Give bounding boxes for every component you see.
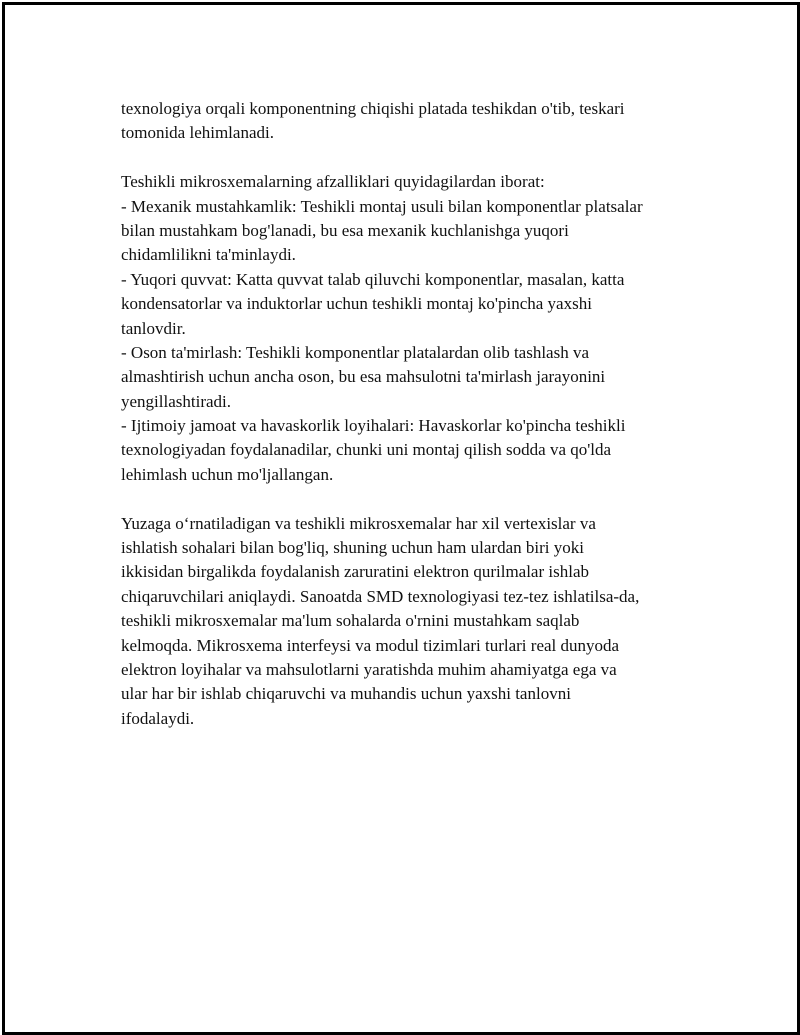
text-line: texnologiyadan foydalanadilar, chunki uni montaj qilish sodda va qo'lda — [121, 440, 612, 460]
document-body — [121, 97, 701, 731]
text-line: tomonida lehimlanadi. — [121, 123, 274, 143]
text-line: - Ijtimoiy jamoat va havaskorlik loyihalari: Havaskorlar ko'pincha teshikli — [121, 416, 626, 436]
text-line: chidamlilikni ta'minlaydi. — [121, 245, 296, 265]
text-line: almashtirish uchun ancha oson, bu esa mahsulotni ta'mirlash jarayonini — [121, 367, 606, 387]
text-line: - Yuqori quvvat: Katta quvvat talab qiluvchi komponentlar, masalan, katta — [121, 269, 625, 289]
text-line: ular har bir ishlab chiqaruvchi va muhandis uchun yaxshi tanlovni — [121, 684, 571, 704]
paragraph-gap — [121, 146, 701, 170]
paragraph-continuation — [121, 97, 701, 146]
text-line: yengillashtiradi. — [121, 391, 232, 411]
text-line: kondensatorlar va induktorlar uchun teshikli montaj ko'pincha yaxshi — [121, 294, 592, 314]
paragraph-gap — [121, 487, 701, 511]
text-line: chiqaruvchilari aniqlaydi. Sanoatda SMD texnologiyasi tez-tez ishlatilsa-da, — [121, 586, 640, 606]
text-line: - Oson ta'mirlash: Teshikli komponentlar platalardan olib tashlash va — [121, 342, 590, 362]
text-line: Teshikli mikrosxemalarning afzalliklari quyidagilardan iborat: — [121, 172, 545, 192]
text-line: ifodalaydi. — [121, 708, 195, 728]
paragraph-conclusion — [121, 512, 701, 732]
text-line: tanlovdir. — [121, 318, 186, 338]
paragraph-advantages — [121, 170, 701, 487]
text-line: teshikli mikrosxemalar ma'lum sohalarda o'rnini mustahkam saqlab — [121, 611, 580, 631]
text-line: texnologiya orqali komponentning chiqishi platada teshikdan o'tib, teskari — [121, 99, 625, 118]
text-line: kelmoqda. Mikrosxema interfeysi va modul tizimlari turlari real dunyoda — [121, 635, 620, 655]
text-line: bilan mustahkam bog'lanadi, bu esa mexanik kuchlanishga yuqori — [121, 220, 569, 240]
text-line: Yuzaga o‘rnatiladigan va teshikli mikrosxemalar har xil vertexislar va — [121, 513, 596, 533]
text-line: ikkisidan birgalikda foydalanish zaruratini elektron qurilmalar ishlab — [121, 562, 589, 582]
text-line: - Mexanik mustahkamlik: Teshikli montaj usuli bilan komponentlar platsalar — [121, 196, 643, 216]
page-frame — [2, 2, 800, 1035]
text-line: elektron loyihalar va mahsulotlarni yaratishda muhim ahamiyatga ega va — [121, 659, 617, 679]
text-line: ishlatish sohalari bilan bog'liq, shuning uchun ham ulardan biri yoki — [121, 538, 584, 558]
text-line: lehimlash uchun mo'ljallangan. — [121, 464, 334, 484]
